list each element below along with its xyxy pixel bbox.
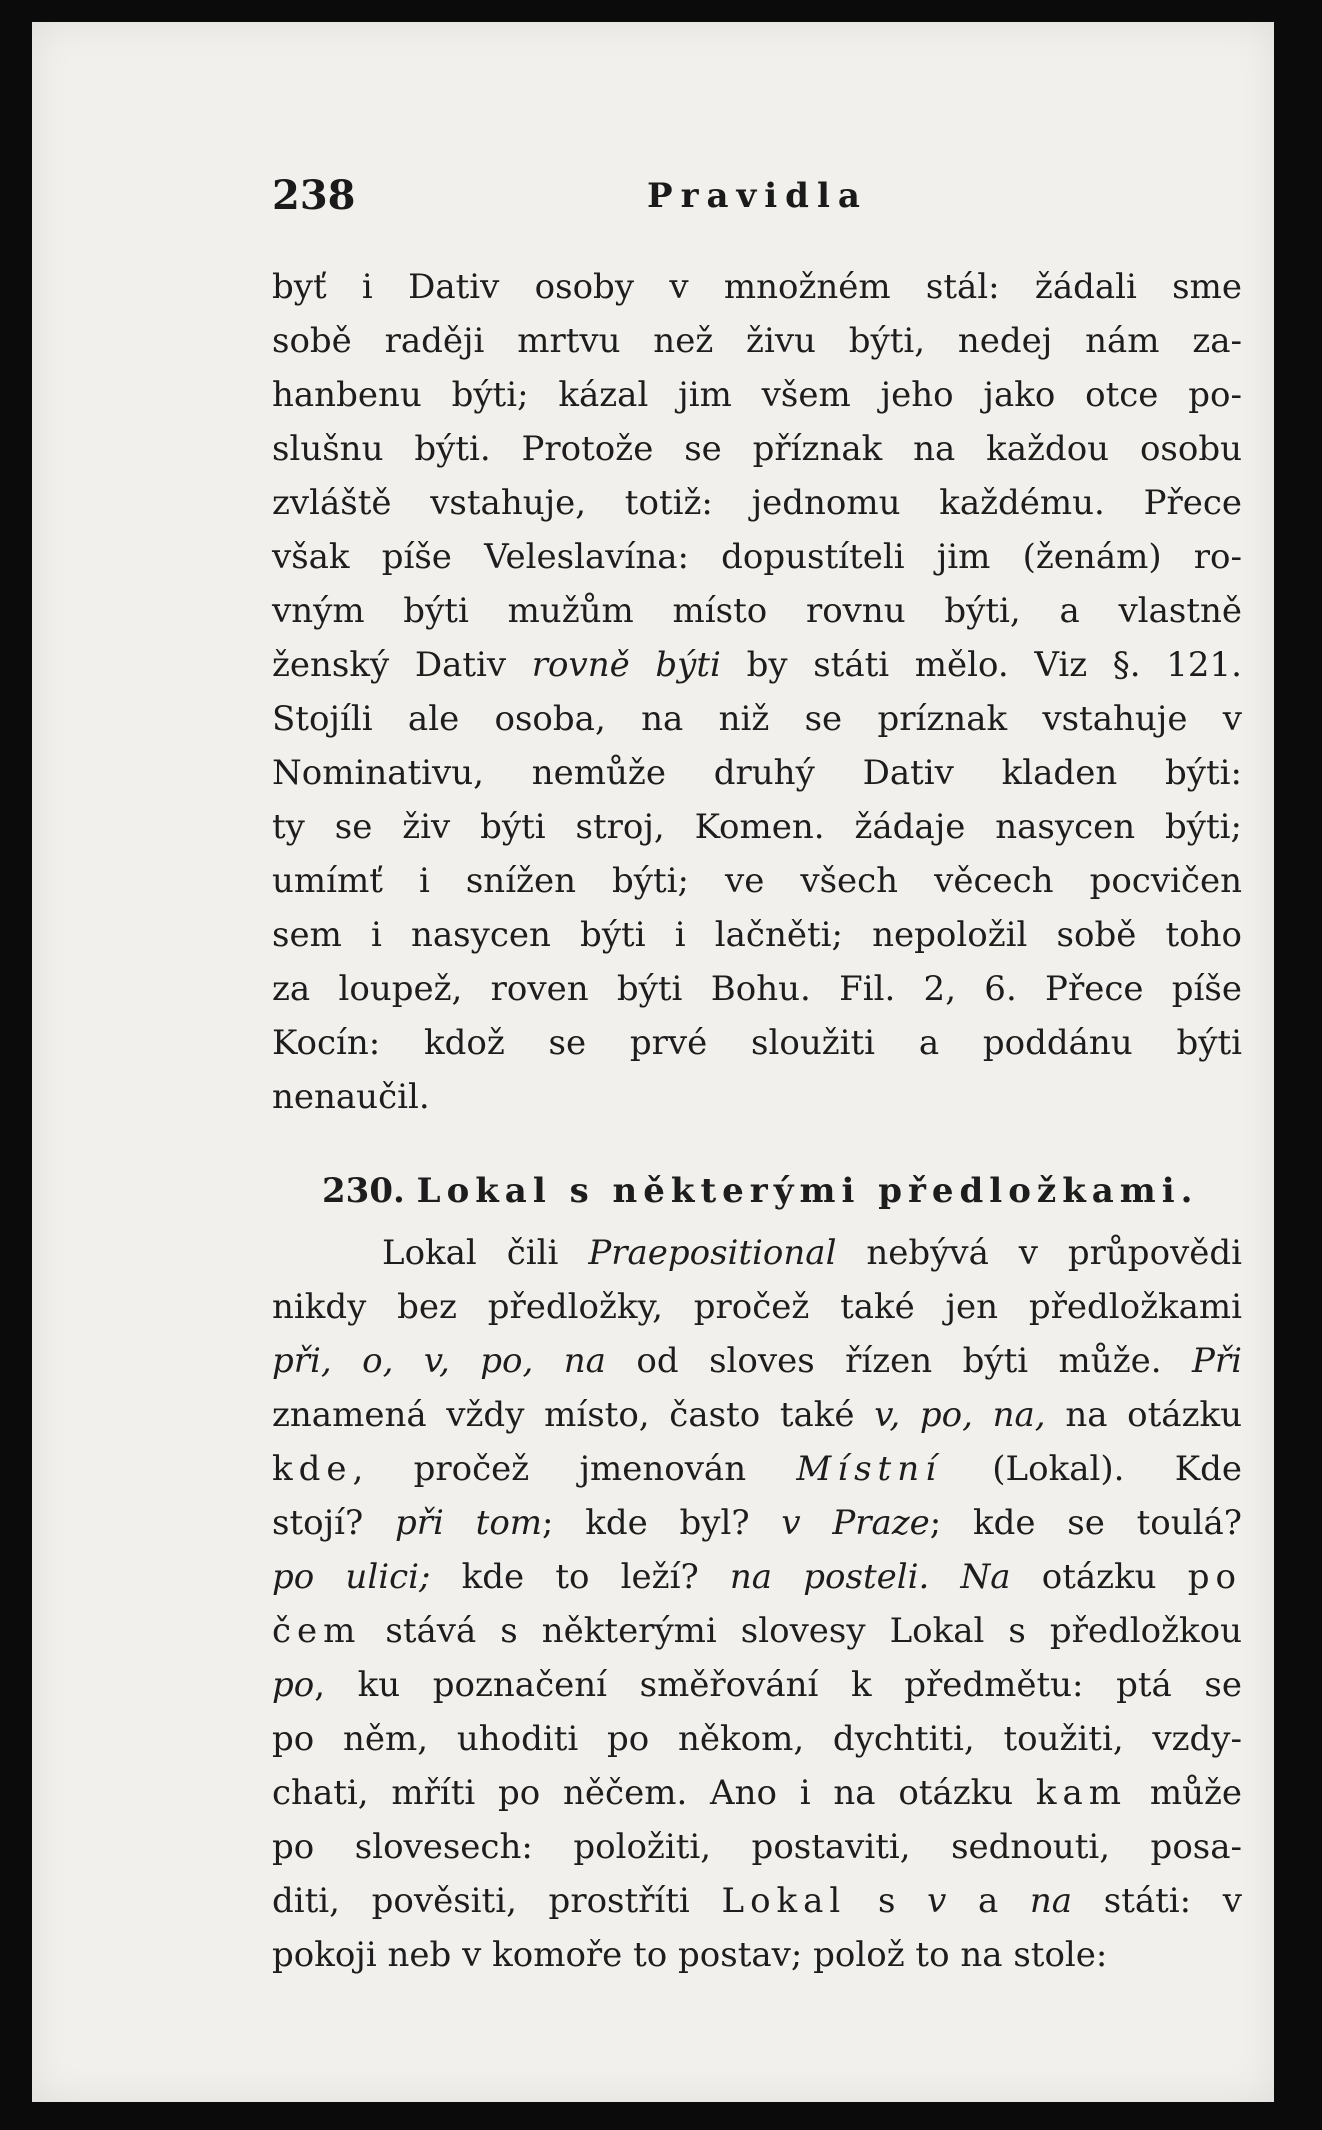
italic-run: po ulici; (272, 1557, 431, 1597)
text-line (382, 1226, 1242, 1280)
text-run (929, 1557, 960, 1597)
text-line (272, 1658, 1242, 1712)
text-run: , ku poznačení směřování k předmětu: ptá se (314, 1665, 1242, 1705)
text-run: stojí? (272, 1503, 395, 1543)
text-line: za loupež, roven býti Bohu. Fil. 2, 6. Přece píše (272, 969, 1242, 1009)
text-run: kde to leží? (430, 1557, 730, 1597)
text-line: sobě raději mrtvu než živu býti, nedej nám za- (272, 321, 1242, 361)
italic-run: na (1029, 1881, 1073, 1921)
italic-run: Místní (796, 1449, 942, 1489)
text-run: znamená vždy místo, často také (272, 1395, 875, 1435)
italic-run: na posteli. (729, 1557, 930, 1597)
text-line: pokoji neb v komoře to postav; polož to na stole: (272, 1935, 1108, 1975)
text-line (272, 638, 1242, 692)
spaced-run: kam (1035, 1773, 1128, 1813)
text-run: by státi mělo. Viz §. 121. (720, 645, 1242, 685)
text-line: sem i nasycen býti i lačněti; nepoložil sobě toho (272, 915, 1242, 955)
text-line: umímť i snížen býti; ve všech věcech pocvičen (272, 861, 1242, 901)
text-run: nebývá v průpovědi (836, 1233, 1243, 1273)
text-line: ty se živ býti stroj, Komen. žádaje nasycen býti; (272, 807, 1242, 847)
text-run: ; kde byl? (542, 1503, 782, 1543)
text-run: Lokal čili (382, 1233, 589, 1273)
text-line (272, 1388, 1242, 1442)
section-title: Lokal s některými předložkami. (416, 1171, 1199, 1211)
book-page (32, 22, 1274, 2102)
text-line: zvláště vstahuje, totiž: jednomu každému. Přece (272, 483, 1242, 523)
italic-run: Na (960, 1557, 1011, 1597)
text-line: však píše Veleslavína: dopustíteli jim (ženám) ro- (272, 537, 1242, 577)
page-header (272, 172, 1252, 232)
text-line: po slovesech: položiti, postaviti, sednouti, posa- (272, 1827, 1242, 1867)
text-run: chati, mříti po něčem. Ano i na otázku (272, 1773, 1036, 1813)
text-run: může (1127, 1773, 1242, 1813)
text-run: (Lokal). Kde (941, 1449, 1242, 1489)
text-line: Stojíli ale osoba, na niž se príznak vstahuje v (272, 699, 1242, 739)
page-number: 238 (272, 172, 356, 219)
text-run: a (946, 1881, 1030, 1921)
spaced-run: čem (272, 1611, 362, 1651)
italic-run: v, po, na, (874, 1395, 1046, 1435)
text-line: Kocín: kdož se prvé sloužiti a poddánu býti (272, 1023, 1242, 1063)
text-line: hanbenu býti; kázal jim všem jeho jako otce po- (272, 375, 1242, 415)
text-run: ženský Dativ (272, 645, 532, 685)
text-line (272, 1496, 1242, 1550)
text-line (272, 1604, 1242, 1658)
text-run: stává s některými slovesy Lokal s předložkou (361, 1611, 1242, 1651)
italic-run: rovně býti (531, 645, 721, 685)
text-line: slušnu býti. Protože se příznak na každou osobu (272, 429, 1242, 469)
italic-run: v Praze (781, 1503, 930, 1543)
text-line: po něm, uhoditi po někom, dychtiti, toužiti, vzdy- (272, 1719, 1242, 1759)
spaced-run: po (1187, 1557, 1243, 1597)
text-line: Nominativu, nemůže druhý Dativ kladen býti: (272, 753, 1242, 793)
text-run: , pročež jmenován (352, 1449, 797, 1489)
text-line (272, 1442, 1242, 1496)
section-heading (272, 1164, 1242, 1218)
text-run: s (846, 1881, 928, 1921)
text-run: na otázku (1045, 1395, 1242, 1435)
text-line (272, 1550, 1242, 1604)
text-run: státi: v (1072, 1881, 1242, 1921)
text-run: diti, pověsiti, prostříti (272, 1881, 722, 1921)
running-head: Pravidla (647, 176, 868, 216)
italic-run: v (927, 1881, 947, 1921)
italic-run: při tom (395, 1503, 543, 1543)
section-number: 230. (322, 1171, 405, 1211)
text-line (272, 1874, 1242, 1928)
italic-run: Praepositional (588, 1233, 837, 1273)
spaced-run: Lokal (721, 1881, 847, 1921)
spaced-run: kde (272, 1449, 353, 1489)
text-run: ; kde se toulá? (929, 1503, 1242, 1543)
text-run: otázku (1010, 1557, 1188, 1597)
italic-run: při, o, v, po, na (272, 1341, 606, 1381)
italic-run: Při (1191, 1341, 1242, 1381)
text-line (272, 1766, 1242, 1820)
text-line: byť i Dativ osoby v množném stál: žádali sme (272, 267, 1242, 307)
text-line: nenaučil. (272, 1077, 430, 1117)
text-line: vným býti mužům místo rovnu býti, a vlastně (272, 591, 1242, 631)
text-line: nikdy bez předložky, pročež také jen předložkami (272, 1287, 1242, 1327)
text-line (272, 1334, 1242, 1388)
italic-run: po (272, 1665, 315, 1705)
text-run: od sloves řízen býti může. (605, 1341, 1192, 1381)
